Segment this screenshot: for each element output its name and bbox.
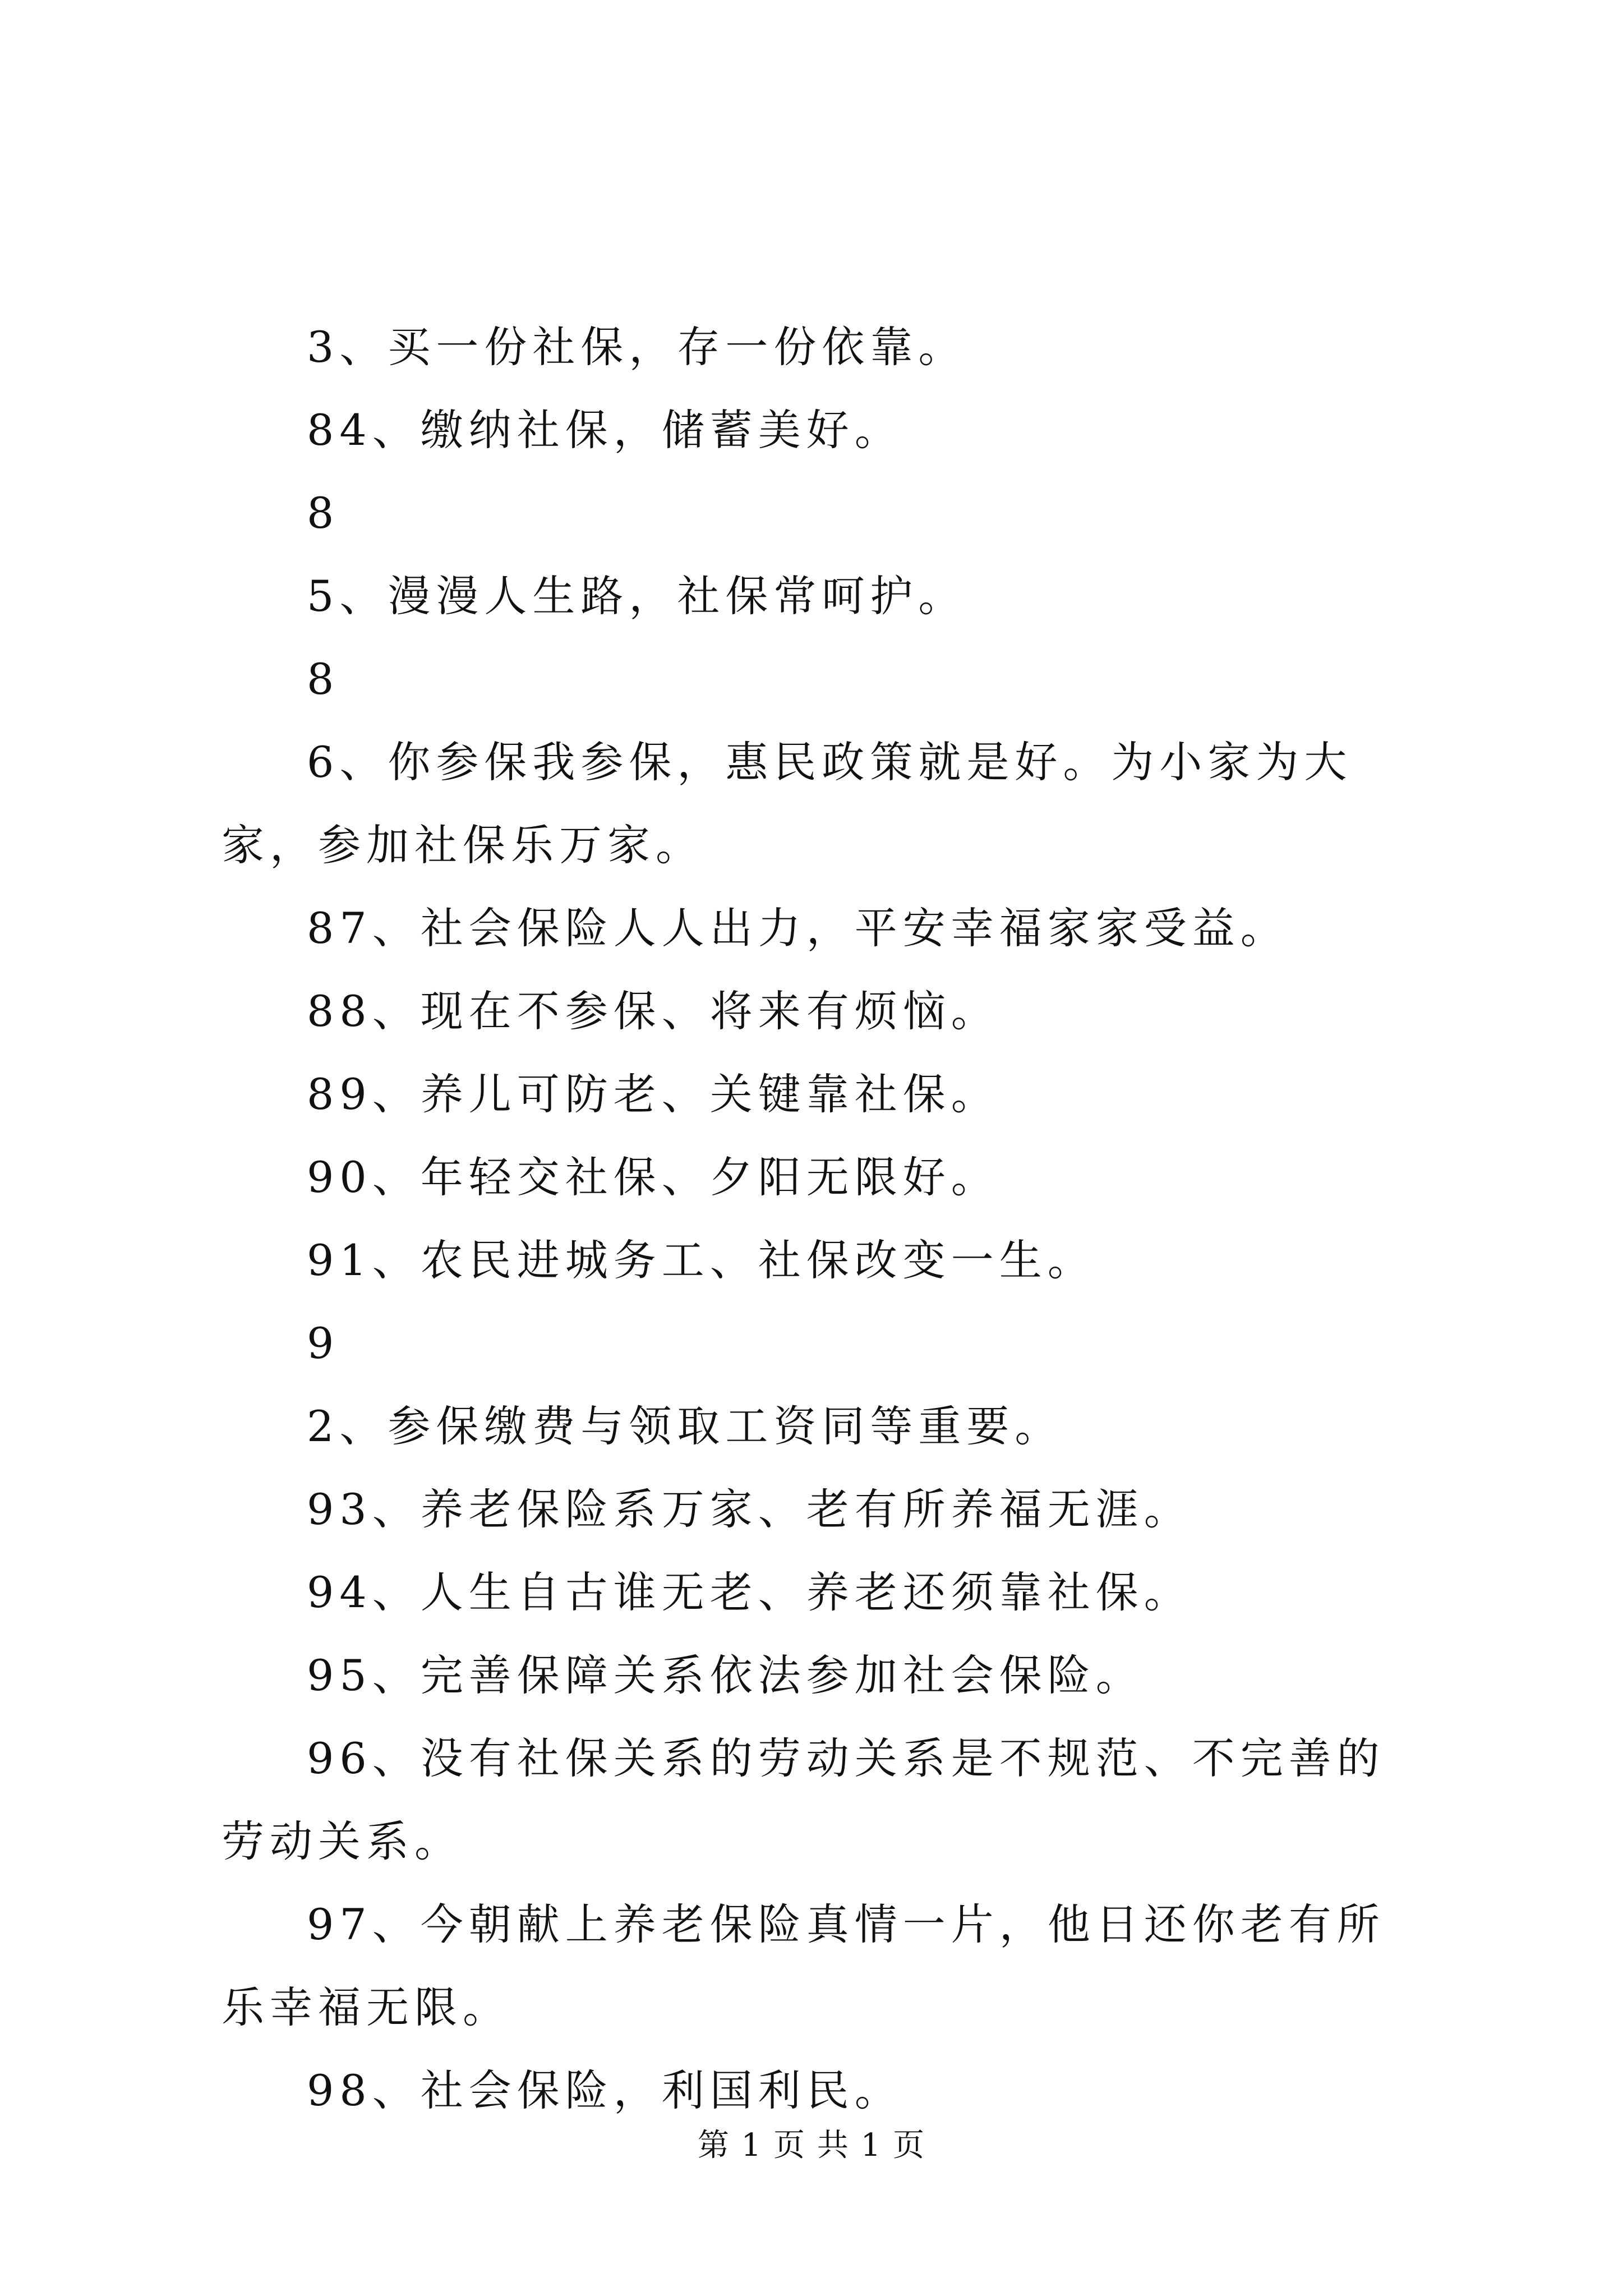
paragraph-18: 97、今朝献上养老保险真情一片，他日还你老有所乐幸福无限。 (222, 1899, 1385, 2032)
paragraph-4: 5、漫漫人生路，社保常呵护。 (307, 571, 967, 621)
paragraph-10: 90、年轻交社保、夕阳无限好。 (307, 1152, 999, 1202)
page-footer: 第 1 页 共 1 页 (697, 2127, 926, 2164)
paragraph-5: 8 (307, 654, 340, 704)
document-body (222, 306, 1427, 2132)
paragraph-9: 89、养儿可防老、关键靠社保。 (307, 1069, 999, 1119)
paragraph-7: 87、社会保险人人出力，平安幸福家家受益。 (307, 903, 1289, 953)
paragraph-1: 3、买一份社保，存一份依靠。 (307, 322, 967, 372)
paragraph-13: 2、参保缴费与领取工资同等重要。 (307, 1401, 1063, 1451)
paragraph-8: 88、现在不参保、将来有烦恼。 (307, 986, 999, 1036)
paragraph-2: 84、缴纳社保，储蓄美好。 (307, 405, 903, 455)
paragraph-3: 8 (307, 488, 340, 538)
paragraph-16: 95、完善保障关系依法参加社会保险。 (307, 1650, 1144, 1700)
paragraph-11: 91、农民进城务工、社保改变一生。 (307, 1235, 1096, 1285)
paragraph-12: 9 (307, 1318, 340, 1368)
paragraph-17: 96、没有社保关系的劳动关系是不规范、不完善的劳动关系。 (222, 1733, 1385, 1866)
paragraph-14: 93、养老保险系万家、老有所养福无涯。 (307, 1484, 1192, 1534)
paragraph-19: 98、社会保险，利国利民。 (307, 2065, 903, 2115)
paragraph-6: 6、你参保我参保，惠民政策就是好。为小家为大家，参加社保乐万家。 (222, 737, 1353, 870)
paragraph-15: 94、人生自古谁无老、养老还须靠社保。 (307, 1567, 1192, 1617)
